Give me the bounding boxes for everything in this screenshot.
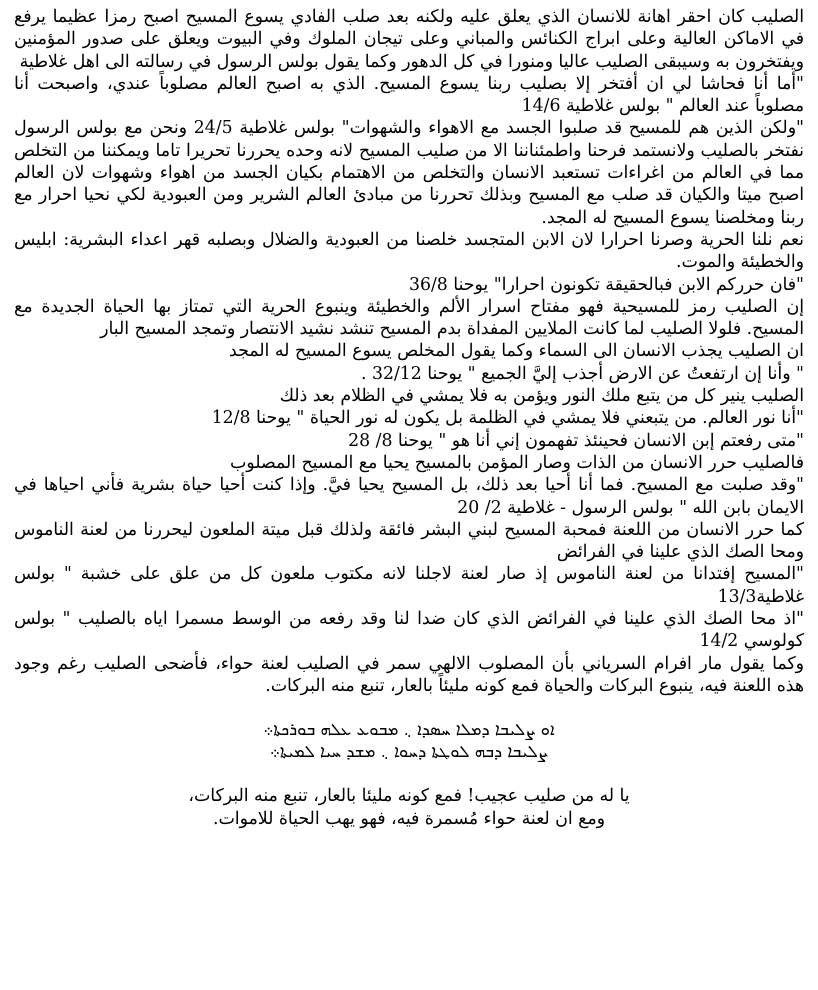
document-body — [14, 6, 804, 830]
paragraph-cross-draws: ان الصليب يجذب الانسان الى السماء وكما يقول المخلص يسوع المسيح له المجد — [229, 341, 804, 362]
paragraph-cross-lights: الصليب ينير كل من يتبع ملك النور ويؤمن به فلا يمشي في الظلام بعد ذلك — [279, 386, 804, 407]
closing-line-1: يا له من صليب عجيب! فمع كونه مليئا بالعار، تنبع منه البركات، — [188, 786, 630, 807]
quote-john-8-28: "متى رفعتم إبن الانسان فحينئذ تفهمون إني أنا هو " يوحنا 8/ 28 — [348, 430, 804, 451]
paragraph-intro: الصليب كان احقر اهانة للانسان الذي يعلق عليه ولكنه بعد صلب الفادي يسوع المسيح اصبح رمزا عظيما يرفع في الاماكن العالية وعلى ابراج الكنائس والمباني وعلى تيجان الملوك وفي البيوت ويعلق على صدور المؤمنين ويفتخرون به وسيبقى الصليب عاليا ومنورا في كل الدهور وكما يقول بولس الرسول في رسالته الى اهل غلاطية — [14, 7, 804, 72]
paragraph-ephrem: وكما يقول مار افرام السرياني بأن المصلوب الالهي سمر في الصليب لعنة حواء، فأضحى الصليب رغم وجود هذه اللعنة فيه، ينبوع البركات والحياة فمع كونه مليئاً بالعار، تنبع منه البركات. — [14, 653, 804, 696]
syriac-line-1: ܐܘ ܨܠܝܒܐ ܕܡܠܐ ܚܣܕܐ ܆ ܡܒܘܥ ܥܠܗ ܒܘܪܟܬܐ܀ — [263, 720, 555, 740]
syriac-line-2: ܨܠܝܒܐ ܕܒܗ ܠܘܛܬܐ ܕܚܘܐ ܆ ܡܫܕ ܚܝܐ ܠܡܝܬܐ܀ — [269, 742, 549, 762]
quote-john-12-32: " وأنا إن ارتفعتُ عن الارض أجذب إليَّ الجميع " يوحنا 32/12 . — [360, 363, 804, 384]
quote-john-8-36: "فان حرركم الابن فبالحقيقة تكونون احرارا" يوحنا 36/8 — [409, 274, 804, 295]
paragraph-cross-symbol: إن الصليب رمز للمسيحية فهو مفتاح اسرار الألم والخطيئة وينبوع الحرية التي تمتاز بها الحياة الجديدة مع المسيح. فلولا الصليب لما كانت الملايين المفداة بدم المسيح تنشد نشيد الانتصار وتمجد المسيح البار — [14, 296, 804, 340]
spacer — [14, 697, 804, 719]
quote-john-8-12: "أنا نور العالم. من يتبعني فلا يمشي في الظلمة بل يكون له نور الحياة " يوحنا 12/8 — [211, 408, 804, 429]
paragraph-freedom: نعم نلنا الحرية وصرنا احرارا لان الابن المتجسد خلصنا من العبودية والضلال وبصلبه قهر اعداء البشرية: ابليس والخطيئة والموت. — [14, 229, 804, 273]
quote-galatians-3-13: "المسيح إفتدانا من لعنة الناموس إذ صار لعنة لاجلنا لانه مكتوب ملعون كل من علق على خشبة " بولس غلاطية13/3 — [14, 564, 804, 607]
quote-galatians-2-20: "وقد صلبت مع المسيح. فما أنا أحيا بعد ذلك، بل المسيح يحيا فيَّ. وإذا كنت أحيا حياة بشرية فأني احياها في الايمان بابن الله " بولس الرسول - غلاطية 2/ 20 — [14, 475, 804, 518]
closing-line-2: ومع ان لعنة حواء مُسمرة فيه، فهو يهب الحياة للاموات. — [213, 808, 605, 829]
quote-galatians-6-14: "أما أنا فحاشا لي ان أفتخر إلا بصليب ربنا يسوع المسيح. الذي به اصبح العالم مصلوباً عندي، واصبحت أنا مصلوباً عند العالم " بولس غلاطية 14/6 — [14, 73, 804, 117]
paragraph-freed-from-curse: كما حرر الانسان من اللعنة فمحبة المسيح لبني البشر فائقة ولذلك قبل ميتة الملعون ليحررنا من لعنة الناموس ومحا الصك الذي علينا في الفرائض — [14, 519, 804, 563]
quote-colossians-2-14: "اذ محا الصك الذي علينا في الفرائض الذي كان ضدا لنا وقد رفعه من الوسط مسمرا اياه بالصليب " بولس كولوسي 14/2 — [14, 609, 804, 652]
spacer — [14, 763, 804, 785]
paragraph-freed-from-self: فالصليب حرر الانسان من الذات وصار المؤمن بالمسيح يحيا مع المسيح المصلوب — [230, 452, 804, 473]
paragraph-galatians-5-24: "ولكن الذين هم للمسيح قد صلبوا الجسد مع الاهواء والشهوات" بولس غلاطية 24/5 ونحن مع بولس الرسول نفتخر بالصليب ولانستمد فرحنا واطمئناننا الا من صليب المسيح لانه وحده يحررنا تحريرا تاما ويمكننا من التخلص مما في العالم من اغراءات تستعبد الانسان والتخلص من الاهتمام بكيان الجسد من اهواء وشهوات لان العالم اصبح ميتا والكيان قد صلب مع المسيح وبذلك تحررنا من مبادئ العالم الشرير ومن العبودية لكي نحيا احرار مع ربنا ومخلصنا يسوع المسيح له المجد. — [14, 118, 804, 228]
